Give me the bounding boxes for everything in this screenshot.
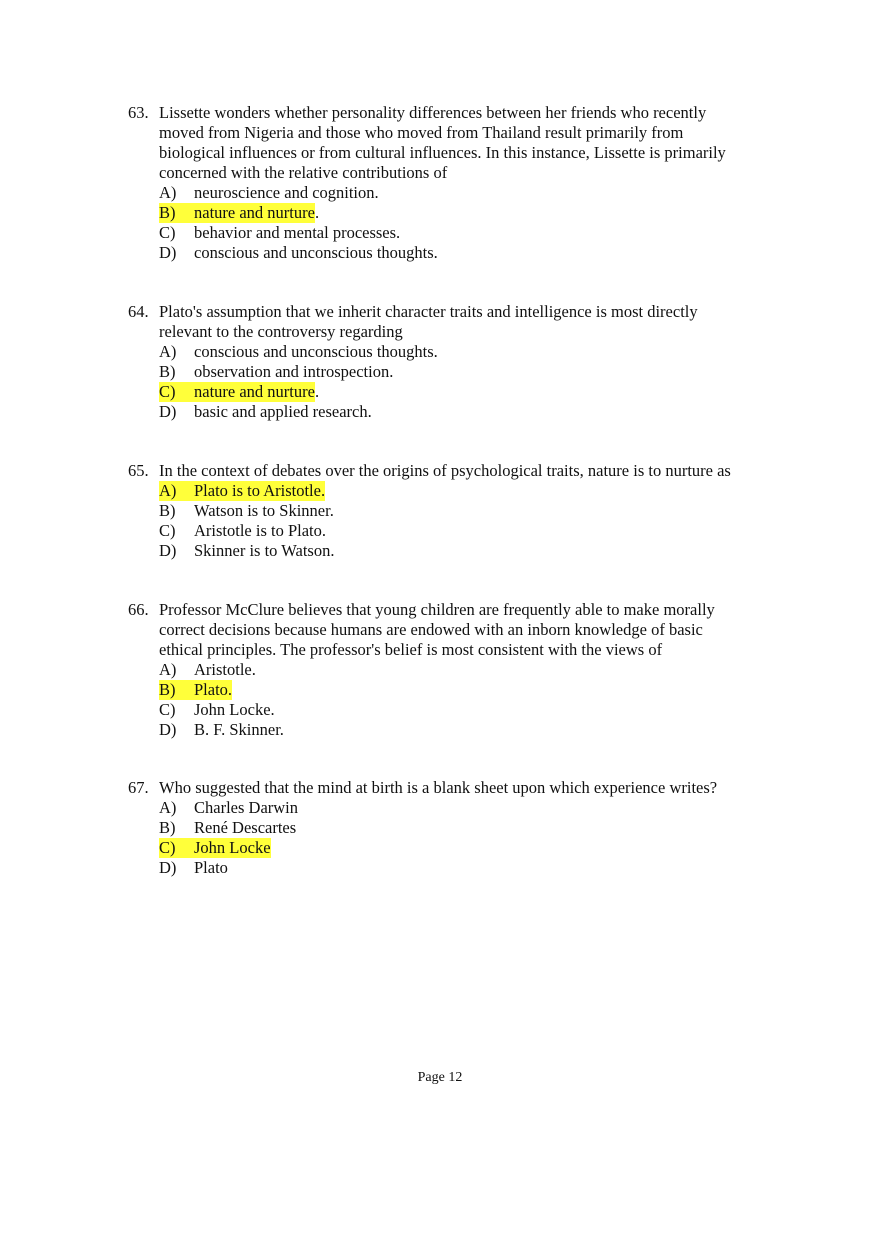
option-letter: C) xyxy=(159,521,176,540)
question-63 xyxy=(128,103,768,263)
answer-options xyxy=(159,342,768,422)
stem-line: correct decisions because humans are endowed with an inborn knowledge of basic xyxy=(159,620,703,639)
option-text: neuroscience and cognition. xyxy=(194,183,379,202)
answer-highlight xyxy=(159,680,232,700)
option-text: nature and nurture xyxy=(194,203,315,222)
option-d xyxy=(159,541,768,561)
option-letter: D) xyxy=(159,541,177,560)
answer-options xyxy=(159,660,768,740)
option-letter: D) xyxy=(159,720,177,739)
stem-line: moved from Nigeria and those who moved from Thailand result primarily from xyxy=(159,123,684,142)
stem-line: Who suggested that the mind at birth is a blank sheet upon which experience writes? xyxy=(159,778,718,797)
question-67 xyxy=(128,778,768,878)
stem-line: ethical principles. The professor's belief is most consistent with the views of xyxy=(159,640,663,659)
option-text: observation and introspection. xyxy=(194,362,394,381)
option-letter: B) xyxy=(159,203,176,222)
question-number: 63. xyxy=(128,103,149,122)
option-a xyxy=(159,183,768,203)
option-text: Plato is to Aristotle. xyxy=(194,481,326,500)
question-number: 65. xyxy=(128,461,149,480)
option-letter: A) xyxy=(159,342,177,361)
option-text: Aristotle is to Plato. xyxy=(194,521,326,540)
option-a xyxy=(159,798,768,818)
option-letter: D) xyxy=(159,858,177,877)
option-text: behavior and mental processes. xyxy=(194,223,401,242)
answer-options xyxy=(159,481,768,561)
option-letter: A) xyxy=(159,660,177,679)
option-letter: D) xyxy=(159,402,177,421)
option-letter: C) xyxy=(159,223,176,242)
option-letter: A) xyxy=(159,183,177,202)
question-stem xyxy=(159,778,768,798)
option-text: Charles Darwin xyxy=(194,798,299,817)
option-letter: B) xyxy=(159,818,176,837)
answer-highlight xyxy=(159,382,315,402)
answer-options xyxy=(159,798,768,878)
option-text: John Locke xyxy=(194,838,271,857)
option-text: Plato xyxy=(194,858,228,877)
option-b xyxy=(159,362,768,382)
stem-line: Lissette wonders whether personality differences between her friends who recently xyxy=(159,103,707,122)
option-d xyxy=(159,402,768,422)
question-66 xyxy=(128,600,768,740)
option-b-correct xyxy=(159,203,768,223)
option-c xyxy=(159,700,768,720)
option-text: Aristotle. xyxy=(194,660,256,679)
option-d xyxy=(159,858,768,878)
option-text: conscious and unconscious thoughts. xyxy=(194,243,438,262)
page-number: Page 12 xyxy=(417,1070,463,1085)
option-letter: B) xyxy=(159,501,176,520)
option-d xyxy=(159,243,768,263)
option-text: Plato. xyxy=(194,680,233,699)
option-b xyxy=(159,818,768,838)
stem-line: relevant to the controversy regarding xyxy=(159,322,403,341)
option-letter: D) xyxy=(159,243,177,262)
question-number: 67. xyxy=(128,778,149,797)
stem-line: Professor McClure believes that young children are frequently able to make morally xyxy=(159,600,715,619)
option-text: conscious and unconscious thoughts. xyxy=(194,342,438,361)
option-a xyxy=(159,660,768,680)
option-c-correct xyxy=(159,382,768,402)
option-b xyxy=(159,501,768,521)
question-number: 64. xyxy=(128,302,149,321)
option-letter: A) xyxy=(159,798,177,817)
option-letter: C) xyxy=(159,382,176,401)
option-c-correct xyxy=(159,838,768,858)
option-b-correct xyxy=(159,680,768,700)
option-trailing: . xyxy=(314,203,320,222)
option-d xyxy=(159,720,768,740)
answer-options xyxy=(159,183,768,263)
option-a xyxy=(159,342,768,362)
stem-line: Plato's assumption that we inherit character traits and intelligence is most directly xyxy=(159,302,698,321)
question-64 xyxy=(128,302,768,422)
answer-highlight xyxy=(159,838,271,858)
question-stem xyxy=(159,103,768,183)
option-letter: C) xyxy=(159,838,176,857)
answer-highlight xyxy=(159,481,325,501)
option-text: Skinner is to Watson. xyxy=(194,541,335,560)
option-text: John Locke. xyxy=(194,700,275,719)
option-c xyxy=(159,521,768,541)
answer-highlight xyxy=(159,203,315,223)
option-letter: A) xyxy=(159,481,177,500)
option-a-correct xyxy=(159,481,768,501)
option-text: Watson is to Skinner. xyxy=(194,501,334,520)
option-text: basic and applied research. xyxy=(194,402,372,421)
question-65 xyxy=(128,461,768,561)
option-text: nature and nurture xyxy=(194,382,315,401)
question-stem xyxy=(159,600,768,660)
option-trailing: . xyxy=(314,382,320,401)
option-letter: B) xyxy=(159,680,176,699)
option-c xyxy=(159,223,768,243)
option-text: René Descartes xyxy=(194,818,297,837)
stem-line: biological influences or from cultural influences. In this instance, Lissette is primarily xyxy=(159,143,726,162)
option-text: B. F. Skinner. xyxy=(194,720,284,739)
question-number: 66. xyxy=(128,600,149,619)
option-letter: C) xyxy=(159,700,176,719)
question-stem xyxy=(159,461,768,481)
question-stem xyxy=(159,302,768,342)
option-letter: B) xyxy=(159,362,176,381)
stem-line: concerned with the relative contributions of xyxy=(159,163,448,182)
stem-line: In the context of debates over the origins of psychological traits, nature is to nurture as xyxy=(159,461,731,480)
